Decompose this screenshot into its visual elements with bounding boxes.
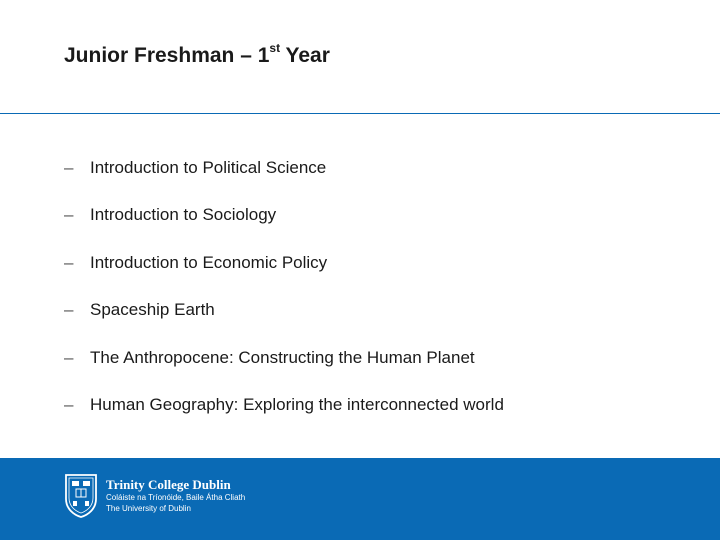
list-item-label: Human Geography: Exploring the interconnected world (90, 394, 504, 414)
slide-title (64, 43, 330, 68)
slide-title-end: Year (280, 44, 330, 67)
list-item (64, 348, 504, 395)
list-item-label: Introduction to Political Science (90, 158, 327, 177)
slide-title-superscript: st (269, 41, 281, 55)
list-item (64, 205, 504, 252)
list-item-label: Spaceship Earth (90, 300, 215, 320)
bullet-dash: – (64, 300, 74, 320)
bullet-dash: – (64, 347, 74, 367)
list-item (64, 253, 504, 300)
college-irish-name: Coláiste na Tríonóide, Baile Átha Cliath (106, 493, 246, 502)
course-list (64, 158, 504, 442)
slide-title-main: Junior Freshman – 1 (64, 44, 270, 67)
college-logo (64, 473, 245, 519)
bullet-dash: – (64, 205, 74, 225)
bullet-dash: – (64, 252, 74, 272)
list-item-label: Introduction to Economic Policy (90, 252, 328, 272)
list-item-label: Introduction to Sociology (90, 205, 277, 225)
list-item (64, 300, 504, 347)
title-divider (0, 113, 720, 114)
logo-text (106, 473, 245, 514)
bullet-dash: – (64, 158, 74, 177)
list-item (64, 158, 504, 205)
college-name: Trinity College Dublin (106, 477, 231, 492)
bullet-dash: – (64, 394, 74, 414)
list-item (64, 395, 504, 442)
list-item-label: The Anthropocene: Constructing the Human Planet (90, 347, 475, 367)
footer-band (0, 458, 720, 540)
college-crest-icon (64, 473, 98, 519)
university-subtitle: The University of Dublin (106, 504, 191, 513)
